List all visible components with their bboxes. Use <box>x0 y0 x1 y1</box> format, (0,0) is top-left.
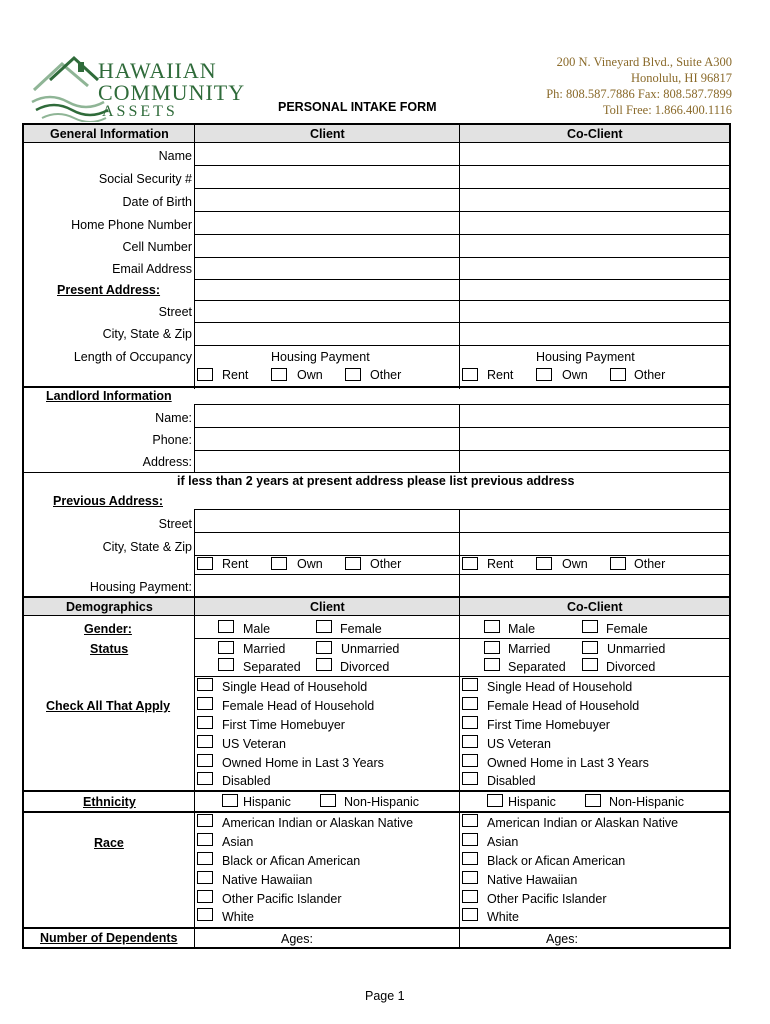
client-apply-label: First Time Homebuyer <box>222 718 345 732</box>
client-hispanic-label: Hispanic <box>243 795 291 809</box>
coclient-previous-city-field[interactable] <box>461 534 728 554</box>
coclient-race-label: Other Pacific Islander <box>487 892 607 906</box>
client-prev-own-label: Own <box>297 557 323 571</box>
demo-coclient-heading: Co-Client <box>567 600 623 614</box>
client-ages-label: Ages: <box>281 932 313 946</box>
client-divorced-checkbox[interactable] <box>316 658 332 671</box>
coclient-apply-checkbox[interactable] <box>462 754 478 767</box>
coclient-race-checkbox[interactable] <box>462 814 478 827</box>
coclient-rent-label: Rent <box>487 368 514 382</box>
client-prev-other-checkbox[interactable] <box>345 557 361 570</box>
coclient-apply-label: Owned Home in Last 3 Years <box>487 756 649 770</box>
client-race-label: Native Hawaiian <box>222 873 313 887</box>
coclient-apply-checkbox[interactable] <box>462 735 478 748</box>
client-previous-city-field[interactable] <box>196 534 458 554</box>
previous-city-state-zip-label: City, State & Zip <box>102 540 192 554</box>
coclient-unmarried-label: Unmarried <box>607 642 666 656</box>
client-race-label: Asian <box>222 835 254 849</box>
email-label: Email Address <box>112 262 192 276</box>
coclient-race-checkbox[interactable] <box>462 833 478 846</box>
client-previous-housing-payment-field[interactable] <box>196 576 458 596</box>
coclient-unmarried-checkbox[interactable] <box>582 641 598 654</box>
client-race-checkbox[interactable] <box>197 890 213 903</box>
cell-label: Cell Number <box>122 240 192 254</box>
coclient-apply-checkbox[interactable] <box>462 697 478 710</box>
occupancy-label: Length of Occupancy <box>73 350 192 364</box>
demographics-heading: Demographics <box>66 600 153 614</box>
coclient-non-hispanic-label: Non-Hispanic <box>609 795 685 809</box>
client-race-checkbox[interactable] <box>197 871 213 884</box>
coclient-separated-label: Separated <box>508 660 566 674</box>
client-name-field[interactable] <box>196 144 458 164</box>
client-married-label: Married <box>243 642 286 656</box>
client-cell-field[interactable] <box>196 236 458 256</box>
landlord-address-label: Address: <box>142 455 192 469</box>
client-landlord-address-field[interactable] <box>196 451 458 471</box>
client-female-checkbox[interactable] <box>316 620 332 633</box>
client-ssn-field[interactable] <box>196 167 458 187</box>
coclient-divorced-checkbox[interactable] <box>582 658 598 671</box>
address-line-2: Honolulu, HI 96817 <box>630 71 732 85</box>
client-prev-other-label: Other <box>370 557 402 571</box>
coclient-male-checkbox[interactable] <box>484 620 500 633</box>
coclient-married-checkbox[interactable] <box>484 641 500 654</box>
client-race-label: White <box>222 910 254 924</box>
client-race-checkbox[interactable] <box>197 814 213 827</box>
dob-label: Date of Birth <box>122 195 192 209</box>
coclient-prev-other-label: Other <box>634 557 666 571</box>
name-label: Name <box>158 149 192 163</box>
coclient-prev-rent-label: Rent <box>487 557 514 571</box>
coclient-own-checkbox[interactable] <box>536 368 552 381</box>
client-prev-rent-checkbox[interactable] <box>197 557 213 570</box>
client-housing-payment-label: Housing Payment <box>271 350 370 364</box>
client-rent-checkbox[interactable] <box>197 368 213 381</box>
client-previous-street-field[interactable] <box>196 511 458 531</box>
client-apply-label: Owned Home in Last 3 Years <box>222 756 384 770</box>
coclient-other-checkbox[interactable] <box>610 368 626 381</box>
page-number: Page 1 <box>365 989 405 1003</box>
coclient-apply-label: US Veteran <box>487 737 551 751</box>
client-separated-checkbox[interactable] <box>218 658 234 671</box>
coclient-apply-checkbox[interactable] <box>462 716 478 729</box>
present-address-heading: Present Address: <box>57 283 161 297</box>
client-non-hispanic-checkbox[interactable] <box>320 794 336 807</box>
toll-free-line: Toll Free: 1.866.400.1116 <box>602 103 732 117</box>
client-landlord-name-field[interactable] <box>196 406 458 426</box>
coclient-prev-own-checkbox[interactable] <box>536 557 552 570</box>
client-column-heading: Client <box>310 127 345 141</box>
coclient-hispanic-checkbox[interactable] <box>487 794 503 807</box>
client-apply-label: US Veteran <box>222 737 286 751</box>
coclient-column-heading: Co-Client <box>567 127 623 141</box>
client-race-checkbox[interactable] <box>197 852 213 865</box>
coclient-home-phone-field[interactable] <box>461 213 728 233</box>
coclient-apply-label: Female Head of Household <box>487 699 640 713</box>
client-apply-checkbox[interactable] <box>197 716 213 729</box>
coclient-race-label: Native Hawaiian <box>487 873 578 887</box>
client-apply-checkbox[interactable] <box>197 754 213 767</box>
client-divorced-label: Divorced <box>340 660 390 674</box>
coclient-rent-checkbox[interactable] <box>462 368 478 381</box>
client-race-checkbox[interactable] <box>197 833 213 846</box>
coclient-apply-checkbox[interactable] <box>462 678 478 691</box>
client-own-checkbox[interactable] <box>271 368 287 381</box>
coclient-ssn-field[interactable] <box>461 167 728 187</box>
coclient-race-checkbox[interactable] <box>462 852 478 865</box>
coclient-race-label: White <box>487 910 519 924</box>
client-rent-label: Rent <box>222 368 249 382</box>
coclient-married-label: Married <box>508 642 551 656</box>
address-line-1: 200 N. Vineyard Blvd., Suite A300 <box>556 55 732 69</box>
coclient-landlord-name-field[interactable] <box>461 406 728 426</box>
coclient-name-field[interactable] <box>461 144 728 164</box>
hca-logo <box>28 50 246 122</box>
client-non-hispanic-label: Non-Hispanic <box>344 795 420 809</box>
status-label: Status <box>90 642 129 656</box>
previous-street-label: Street <box>158 517 192 531</box>
coclient-dependents-field[interactable] <box>461 929 728 949</box>
coclient-race-label: Black or Afican American <box>487 854 626 868</box>
client-apply-checkbox[interactable] <box>197 697 213 710</box>
client-prev-rent-label: Rent <box>222 557 249 571</box>
coclient-landlord-address-field[interactable] <box>461 451 728 471</box>
coclient-previous-housing-payment-field[interactable] <box>461 576 728 596</box>
coclient-apply-checkbox[interactable] <box>462 772 478 785</box>
phone-fax-line: Ph: 808.587.7886 Fax: 808.587.7899 <box>546 87 732 101</box>
client-male-label: Male <box>243 622 271 636</box>
client-race-label: Black or Afican American <box>222 854 361 868</box>
client-race-checkbox[interactable] <box>197 908 213 921</box>
race-label: Race <box>94 836 124 850</box>
coclient-other-label: Other <box>634 368 666 382</box>
coclient-prev-other-checkbox[interactable] <box>610 557 626 570</box>
coclient-dob-field[interactable] <box>461 190 728 210</box>
coclient-female-checkbox[interactable] <box>582 620 598 633</box>
coclient-prev-own-label: Own <box>562 557 588 571</box>
form-title: PERSONAL INTAKE FORM <box>278 100 437 114</box>
coclient-non-hispanic-checkbox[interactable] <box>585 794 601 807</box>
home-phone-label: Home Phone Number <box>71 218 192 232</box>
client-email-field[interactable] <box>196 259 458 279</box>
coclient-race-checkbox[interactable] <box>462 890 478 903</box>
client-race-label: American Indian or Alaskan Native <box>222 816 414 830</box>
client-female-label: Female <box>340 622 382 636</box>
coclient-apply-label: Disabled <box>487 774 536 788</box>
coclient-hispanic-label: Hispanic <box>508 795 556 809</box>
ethnicity-label: Ethnicity <box>83 795 136 809</box>
gender-label: Gender: <box>84 622 132 636</box>
org-name-line1: HAWAIIAN <box>98 58 217 83</box>
client-apply-checkbox[interactable] <box>197 735 213 748</box>
coclient-prev-rent-checkbox[interactable] <box>462 557 478 570</box>
client-hispanic-checkbox[interactable] <box>222 794 238 807</box>
coclient-race-checkbox[interactable] <box>462 871 478 884</box>
street-label: Street <box>158 305 192 319</box>
client-apply-label: Female Head of Household <box>222 699 375 713</box>
coclient-race-label: Asian <box>487 835 519 849</box>
client-race-label: Other Pacific Islander <box>222 892 342 906</box>
client-dependents-field[interactable] <box>196 929 458 949</box>
coclient-cell-field[interactable] <box>461 236 728 256</box>
coclient-email-field[interactable] <box>461 259 728 279</box>
landlord-phone-label: Phone: <box>152 433 192 447</box>
coclient-housing-payment-label: Housing Payment <box>536 350 635 364</box>
coclient-landlord-phone-field[interactable] <box>461 429 728 449</box>
previous-address-note: if less than 2 years at present address please list previous address <box>177 474 575 488</box>
previous-address-heading: Previous Address: <box>53 494 163 508</box>
org-name-line3: ASSETS <box>102 103 178 120</box>
client-landlord-phone-field[interactable] <box>196 429 458 449</box>
coclient-female-label: Female <box>606 622 648 636</box>
coclient-own-label: Own <box>562 368 588 382</box>
client-unmarried-checkbox[interactable] <box>316 641 332 654</box>
demo-client-heading: Client <box>310 600 345 614</box>
client-home-phone-field[interactable] <box>196 213 458 233</box>
client-married-checkbox[interactable] <box>218 641 234 654</box>
city-state-zip-label: City, State & Zip <box>102 327 192 341</box>
client-apply-checkbox[interactable] <box>197 772 213 785</box>
previous-housing-payment-label: Housing Payment: <box>89 580 192 594</box>
landlord-information-heading: Landlord Information <box>46 389 172 403</box>
check-all-that-apply-label: Check All That Apply <box>46 699 171 713</box>
coclient-separated-checkbox[interactable] <box>484 658 500 671</box>
client-separated-label: Separated <box>243 660 301 674</box>
coclient-ages-label: Ages: <box>546 932 578 946</box>
client-other-label: Other <box>370 368 402 382</box>
client-other-checkbox[interactable] <box>345 368 361 381</box>
landlord-name-label: Name: <box>155 411 192 425</box>
number-of-dependents-label: Number of Dependents <box>40 931 178 945</box>
coclient-race-label: American Indian or Alaskan Native <box>487 816 679 830</box>
client-apply-label: Single Head of Household <box>222 680 368 694</box>
coclient-male-label: Male <box>508 622 536 636</box>
ssn-label: Social Security # <box>98 172 192 186</box>
client-unmarried-label: Unmarried <box>341 642 400 656</box>
coclient-apply-label: Single Head of Household <box>487 680 633 694</box>
coclient-previous-street-field[interactable] <box>461 511 728 531</box>
general-information-heading: General Information <box>50 127 169 141</box>
client-own-label: Own <box>297 368 323 382</box>
client-male-checkbox[interactable] <box>218 620 234 633</box>
client-dob-field[interactable] <box>196 190 458 210</box>
coclient-race-checkbox[interactable] <box>462 908 478 921</box>
org-name-line2: COMMUNITY <box>98 80 246 105</box>
client-apply-checkbox[interactable] <box>197 678 213 691</box>
coclient-apply-label: First Time Homebuyer <box>487 718 610 732</box>
coclient-divorced-label: Divorced <box>606 660 656 674</box>
client-prev-own-checkbox[interactable] <box>271 557 287 570</box>
client-apply-label: Disabled <box>222 774 271 788</box>
